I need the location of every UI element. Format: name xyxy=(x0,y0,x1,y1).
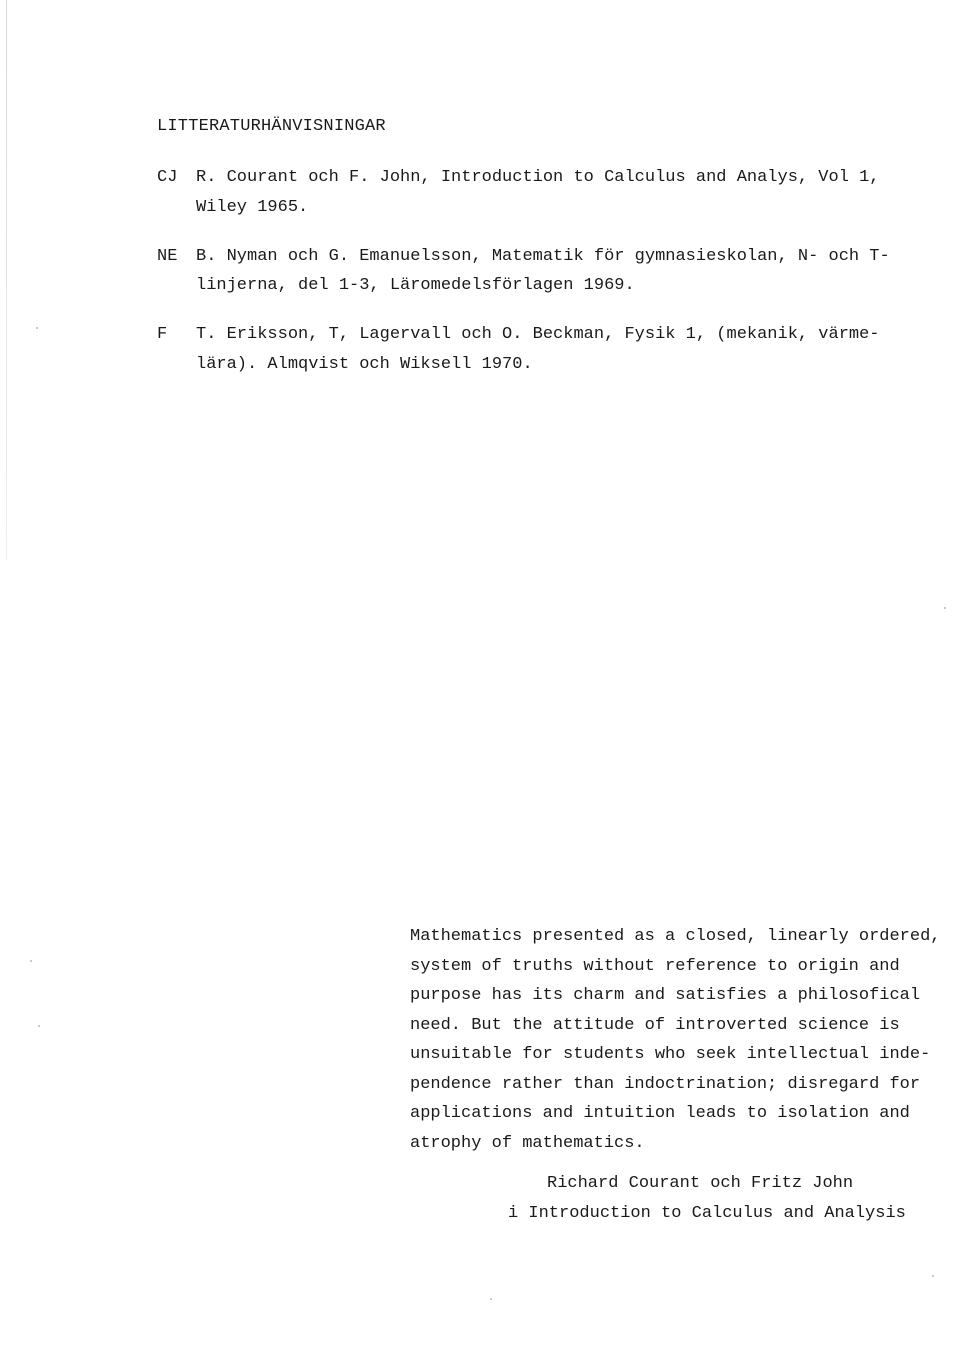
reference-code: CJ xyxy=(157,168,178,187)
reference-line: T. Eriksson, T, Lagervall och O. Beckman, Fysik 1, (mekanik, värme- xyxy=(196,325,880,344)
quote-line: pendence rather than indoctrination; disregard for xyxy=(410,1075,921,1094)
quote-line: purpose has its charm and satisfies a philosofical xyxy=(410,986,921,1005)
scan-speck xyxy=(944,607,946,609)
quote-line: applications and intuition leads to isolation and xyxy=(410,1104,910,1123)
reference-line: lära). Almqvist och Wiksell 1970. xyxy=(196,355,533,374)
reference-code: NE xyxy=(157,247,178,266)
scan-speck xyxy=(30,960,32,962)
scan-speck xyxy=(932,1275,934,1277)
reference-line: linjerna, del 1-3, Läromedelsförlagen 1969. xyxy=(196,276,635,295)
quote-line: Mathematics presented as a closed, linearly ordered, xyxy=(410,927,941,946)
quote-attribution-source: i Introduction to Calculus and Analysis xyxy=(508,1204,906,1223)
quote-attribution-authors: Richard Courant och Fritz John xyxy=(547,1174,854,1193)
page-heading: LITTERATURHÄNVISNINGAR xyxy=(157,117,386,136)
quote-line: atrophy of mathematics. xyxy=(410,1134,645,1153)
scan-speck xyxy=(490,1298,492,1300)
quote-line: system of truths without reference to origin and xyxy=(410,957,900,976)
scan-speck xyxy=(38,1025,40,1027)
reference-line: Wiley 1965. xyxy=(196,198,309,217)
reference-code: F xyxy=(157,325,168,344)
quote-line: need. But the attitude of introverted science is xyxy=(410,1016,900,1035)
page-edge-shadow xyxy=(6,0,7,560)
reference-line: R. Courant och F. John, Introduction to Calculus and Analys, Vol 1, xyxy=(196,168,880,187)
reference-line: B. Nyman och G. Emanuelsson, Matematik för gymnasieskolan, N- och T- xyxy=(196,247,890,266)
quote-line: unsuitable for students who seek intellectual inde- xyxy=(410,1045,931,1064)
scan-speck xyxy=(36,327,38,329)
